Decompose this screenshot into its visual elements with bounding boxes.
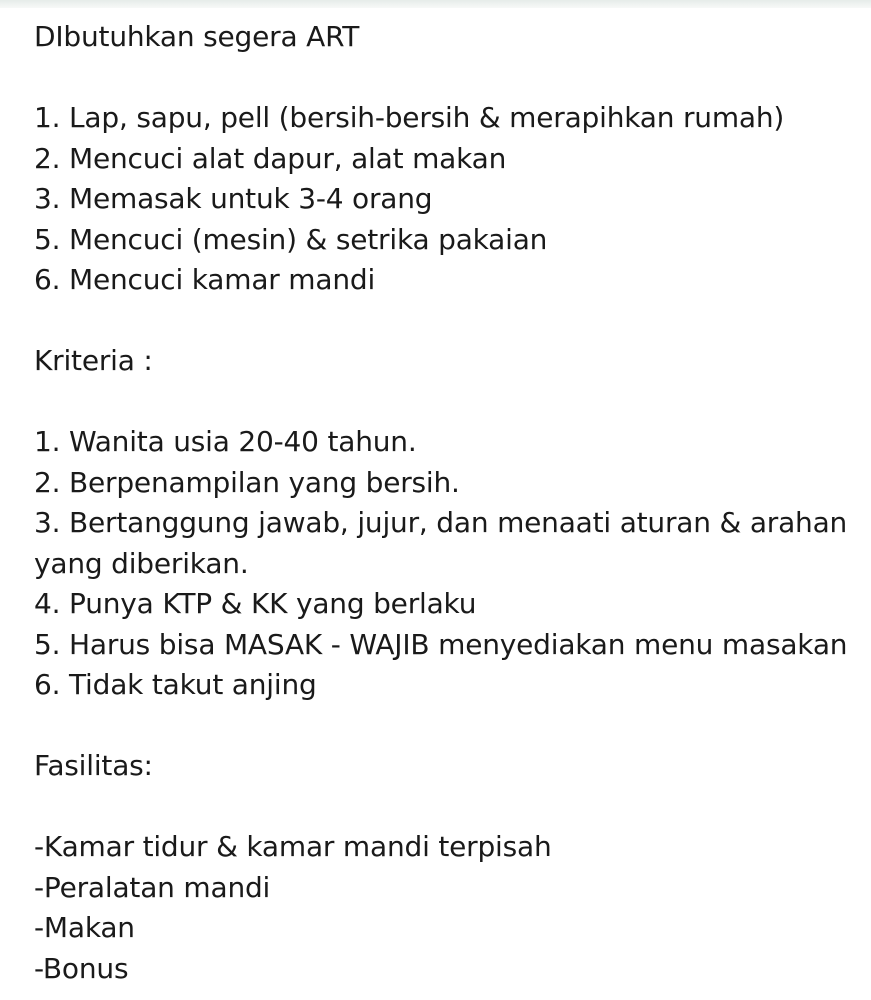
- facility-item: -Peralatan mandi: [34, 870, 271, 904]
- task-list: [34, 98, 864, 301]
- task-item: 2. Mencuci alat dapur, alat makan: [34, 141, 507, 175]
- facilities-list: [34, 827, 864, 989]
- criteria-item: 3. Bertanggung jawab, jujur, dan menaati aturan & arahan: [34, 506, 848, 539]
- facility-item: -Bonus: [34, 951, 129, 985]
- blank-line: [34, 58, 864, 99]
- criteria-list: [34, 422, 864, 706]
- blank-line: [34, 382, 864, 423]
- task-item: 1. Lap, sapu, pell (bersih-bersih & merapihkan rumah): [34, 101, 785, 134]
- criteria-item: 4. Punya KTP & KK yang berlaku: [34, 587, 477, 620]
- task-item: 3. Memasak untuk 3-4 orang: [34, 182, 433, 215]
- criteria-item: 1. Wanita usia 20-40 tahun.: [34, 425, 417, 458]
- facility-item: -Kamar tidur & kamar mandi terpisah: [34, 830, 552, 863]
- facilities-heading: Fasilitas:: [34, 749, 153, 782]
- blank-line: [34, 706, 864, 747]
- criteria-heading: Kriteria :: [34, 344, 153, 377]
- blank-line: [34, 301, 864, 342]
- post-body: [34, 17, 864, 989]
- task-item: 6. Mencuci kamar mandi: [34, 263, 376, 296]
- facility-item: -Makan: [34, 911, 135, 944]
- post-title: DIbutuhkan segera ART: [34, 20, 360, 53]
- task-item: 5. Mencuci (mesin) & setrika pakaian: [34, 222, 548, 256]
- criteria-item: 5. Harus bisa MASAK - WAJIB menyediakan menu masakan: [34, 627, 848, 661]
- top-bar-edge: [0, 0, 871, 8]
- criteria-item: 2. Berpenampilan yang bersih.: [34, 465, 460, 499]
- criteria-item-continued: yang diberikan.: [34, 546, 249, 580]
- blank-line: [34, 787, 864, 828]
- criteria-item: 6. Tidak takut anjing: [34, 668, 317, 701]
